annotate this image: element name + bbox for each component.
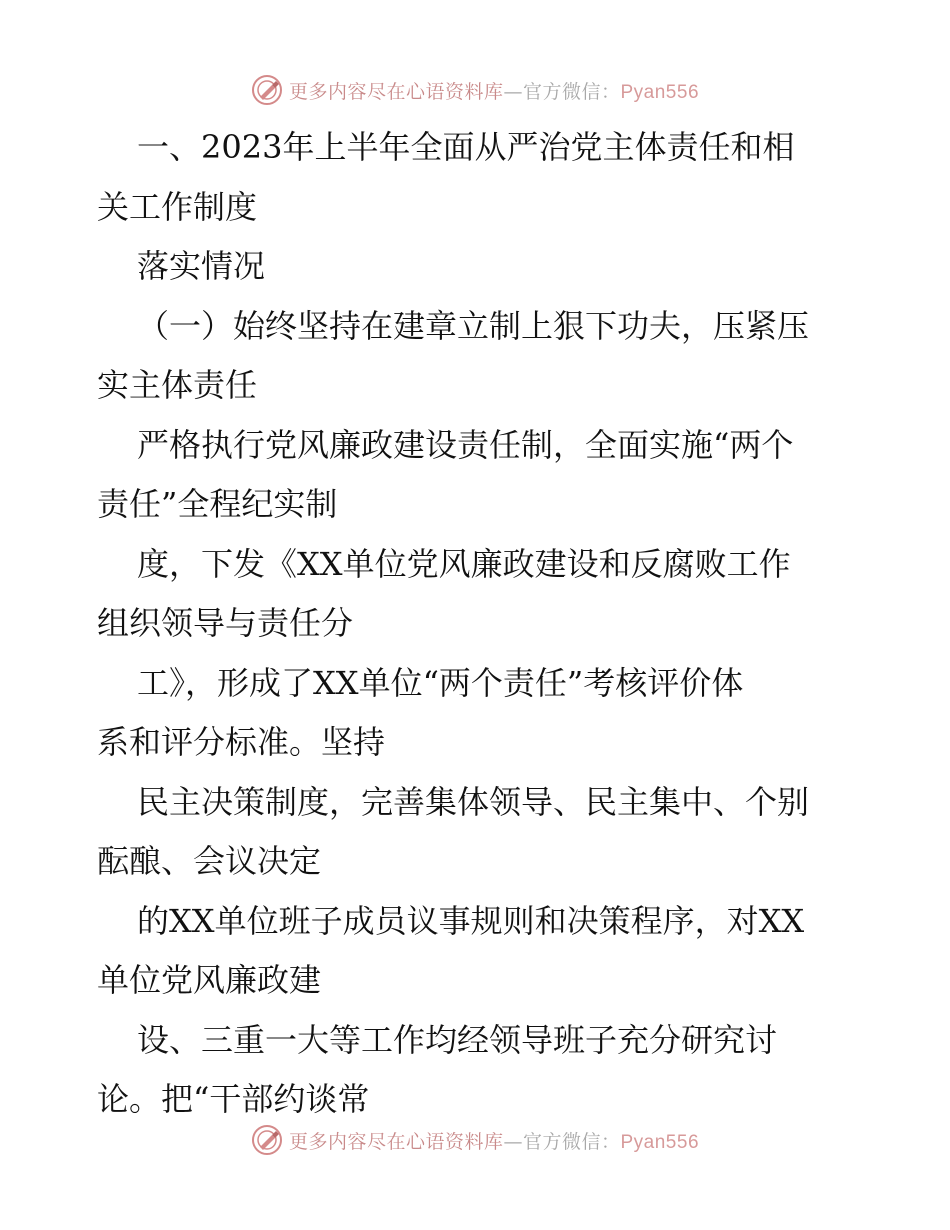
- watermark-official-label: 官方微信：: [522, 1130, 621, 1153]
- text-line: 的XX单位班子成员议事规则和决策程序，对XX: [137, 901, 805, 940]
- watermark-text: [289, 77, 699, 104]
- watermark-site-text: 更多内容尽在心语资料库: [288, 80, 504, 103]
- text-line: 设、三重一大等工作均经领导班子充分研究讨: [137, 1020, 778, 1059]
- text-line: 实主体责任: [97, 366, 258, 404]
- text-line: 系和评分标准。坚持: [97, 723, 386, 761]
- text-line: 严格执行党风廉政建设责任制，全面实施“两个: [137, 425, 794, 464]
- text-line: 民主决策制度，完善集体领导、民主集中、个别: [137, 782, 810, 821]
- document-body: [97, 118, 857, 1130]
- text-line: （一）始终坚持在建章立制上狠下功夫，压紧压: [137, 306, 810, 345]
- text-line: 关工作制度: [97, 187, 258, 226]
- watermark-official-label: 官方微信：: [522, 80, 621, 103]
- text-line: 责任”全程纪实制: [97, 485, 338, 523]
- text-line: 酝酿、会议决定: [97, 842, 322, 880]
- watermark-text: [289, 1127, 699, 1154]
- watermark-wechat-id: Pyan556: [620, 1131, 700, 1153]
- text-line: 工》，形成了XX单位“两个责任”考核评价体: [137, 663, 744, 702]
- watermark-separator: —: [503, 80, 523, 103]
- watermark-site-text: 更多内容尽在心语资料库: [288, 1130, 504, 1153]
- text-line: 组织领导与责任分: [97, 604, 354, 642]
- text-line: 落实情况: [137, 247, 266, 285]
- text-line: 单位党风廉政建: [97, 961, 322, 999]
- text-line: 一、2023年上半年全面从严治党主体责任和相: [137, 128, 795, 166]
- pen-logo-icon: [251, 1124, 283, 1156]
- pen-logo-icon: [251, 74, 283, 106]
- text-line: 度，下发《XX单位党风廉政建设和反腐败工作: [137, 544, 791, 583]
- watermark-separator: —: [503, 1130, 523, 1153]
- watermark-wechat-id: Pyan556: [620, 81, 700, 103]
- header-watermark: [0, 68, 950, 112]
- footer-watermark: [0, 1118, 950, 1162]
- text-line: 论。把“干部约谈常: [97, 1080, 370, 1118]
